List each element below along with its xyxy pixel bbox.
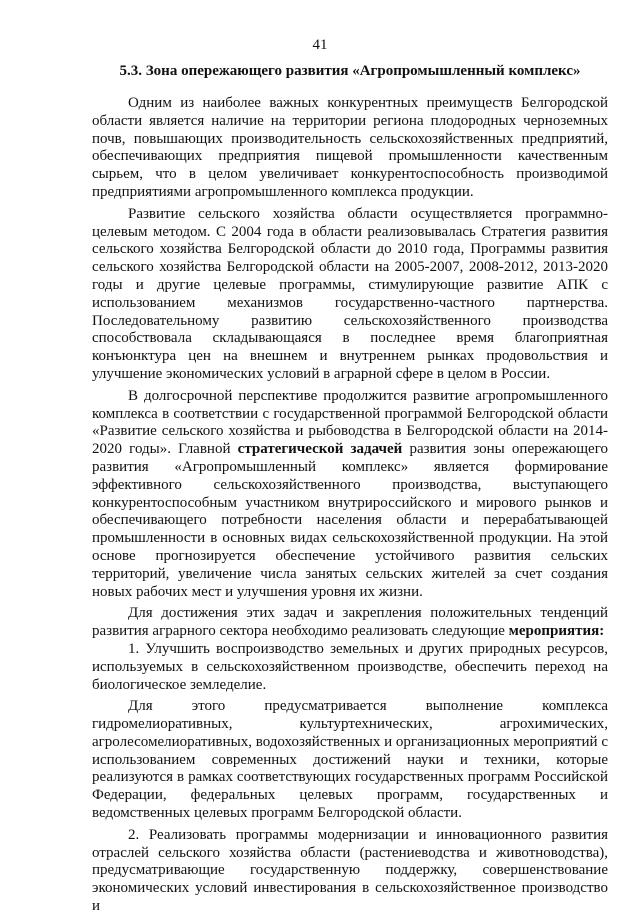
page-number: 41: [312, 37, 328, 53]
paragraph-3-bold-term: стратегической задачей: [237, 441, 403, 458]
paragraph-1: Одним из наиболее важных конкурентных преимуществ Белгородской области является наличие на территории региона плодородных черноземных почв, повышающих производительность сельскохозяйственных предприятий, обеспечивающих предприятия пищевой промышленности качественным сырьем, что в целом увеличивает конкурентоспособность производимой предприятиями агропромышленного комплекса продукции.: [92, 95, 608, 200]
paragraph-6: Для этого предусматривается выполнение комплекса гидромелиоративных, культуртехнических, агрохимических, агролесомелиоративных, водохозяйственных и организационных мероприятий с использованием современных достижений науки и техники, которые реализуются в рамках соответствующих государственных программ Российской Федерации, федеральных целевых программ, государственных и ведомственных целевых программ Белгородской области.: [92, 698, 608, 822]
document-body: [92, 95, 608, 916]
paragraph-5: 1. Улучшить воспроизводство земельных и других природных ресурсов, используемых в сельскохозяйственном производстве, обеспечить переход на биологическое земледелие.: [92, 640, 608, 693]
paragraph-2: Развитие сельского хозяйства области осуществляется программно-целевым методом. С 2004 года в области реализовывалась Стратегия развития сельского хозяйства Белгородской области до 2010 года, Программы развития сельского хозяйства Белгородской области на 2005-2007, 2008-2012, 2013-2020 годы и другие целевые программы, стимулирующие развитие АПК с использованием механизмов государственно-частного партнерства. Последовательному развитию сельскохозяйственного производства способствовала складывающаяся в последнее время благоприятная конъюнктура цен на внешнем и внутреннем рынках продовольствия и улучшение экономических условий в аграрной сфере в целом в России.: [92, 205, 608, 382]
paragraph-3: [92, 388, 608, 602]
paragraph-4-bold-term: мероприятия:: [508, 623, 605, 640]
paragraph-3-text-start: В долгосрочной перспективе продолжится развитие агропромышленного комплекса в соответствии с государственной программой Белгородской области «Развитие сельского хозяйства и рыбоводства в Белгородской области на 2014-2020 годы». Главной: [92, 387, 608, 458]
section-heading: 5.3. Зона опережающего развития «Агропромышленный комплекс»: [119, 63, 581, 79]
paragraph-3-text-end: развития зоны опережающего развития «Агропромышленный комплекс» является формирование эффективного сельскохозяйственного производства, выступающего конкурентоспособным участником внутрироссийского и мирового рынков и обеспечивающего потребности населения области и перерабатывающей промышленности в основных видах сельскохозяйственной продукции. На этой основе прогнозируется обеспечение устойчивого развития сельских территорий, увеличение числа занятых сельских жителей за счет создания новых рабочих мест и улучшения уровня их жизни.: [92, 441, 608, 600]
paragraph-7: 2. Реализовать программы модернизации и инновационного развития отраслей сельского хозяйства области (растениеводства и животноводства), предусматривающие государственную поддержку, совершенствование экономических условий инвестирования в сельскохозяйственное производство и: [92, 826, 608, 915]
paragraph-4-text: Для достижения этих задач и закрепления положительных тенденций развития аграрного сектора необходимо реализовать следующие: [92, 605, 608, 640]
paragraph-4: [92, 605, 608, 641]
